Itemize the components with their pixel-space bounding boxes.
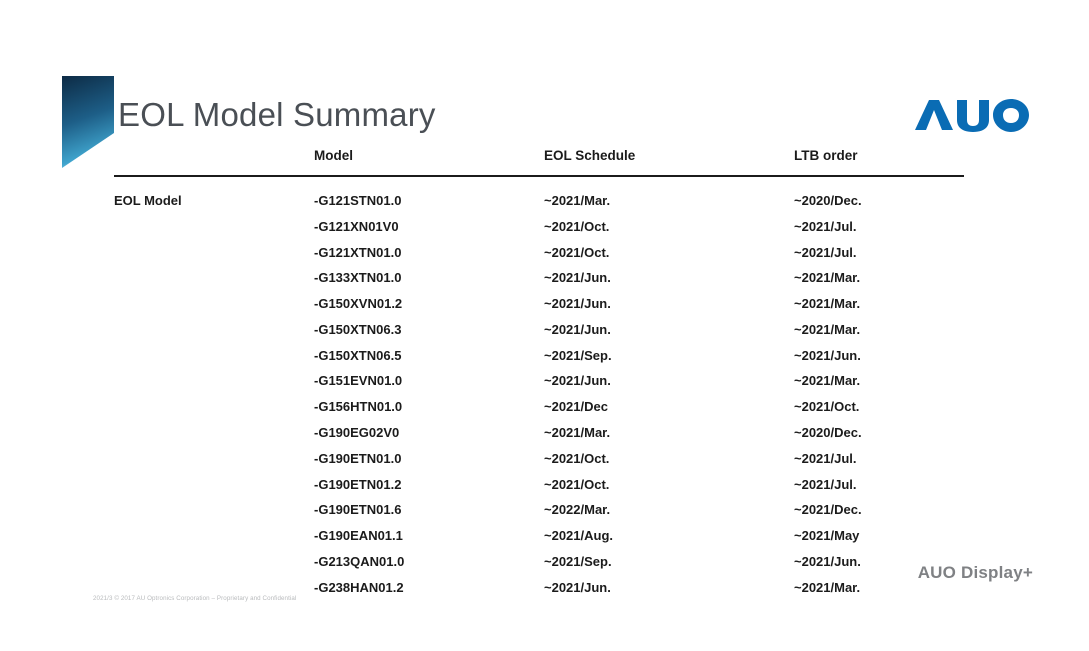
- cell-eol-schedule: ~2021/Sep.: [544, 347, 612, 363]
- column-header-group: [114, 148, 314, 176]
- cell-eol-schedule: ~2021/Oct.: [544, 476, 610, 492]
- cell-eol-schedule: ~2021/Jun.: [544, 373, 611, 389]
- cell-model: -G190EAN01.1: [314, 528, 403, 544]
- eol-table-container: [114, 148, 964, 600]
- cell-model: -G121STN01.0: [314, 193, 402, 208]
- cell-model: -G150XVN01.2: [314, 296, 403, 312]
- cell-ltb-order: ~2021/Jul.: [794, 450, 857, 466]
- column-header-ltb-order: LTB order: [794, 148, 858, 163]
- cell-model: -G190EG02V0: [314, 425, 400, 441]
- cell-model: -G150XTN06.3: [314, 321, 402, 337]
- cell-eol-schedule: ~2021/Mar.: [544, 193, 611, 208]
- group-label-cell: EOL Model: [114, 193, 182, 208]
- table-body: [114, 176, 964, 600]
- cell-eol-schedule: ~2021/Oct.: [544, 450, 610, 466]
- cell-model: -G151EVN01.0: [314, 373, 403, 389]
- cell-ltb-order: ~2021/Jun.: [794, 553, 861, 569]
- cell-ltb-order: ~2021/Mar.: [794, 321, 861, 337]
- cell-ltb-order: ~2021/May: [794, 528, 860, 544]
- cell-eol-schedule: ~2021/Dec: [544, 399, 608, 415]
- cell-model: -G121XN01V0: [314, 218, 399, 234]
- cell-ltb-order: ~2020/Dec.: [794, 425, 862, 441]
- footer-legal-text: [93, 595, 296, 602]
- cell-ltb-order: ~2020/Dec.: [794, 193, 862, 208]
- cell-model: -G156HTN01.0: [314, 399, 403, 415]
- table-header: [114, 148, 964, 176]
- cell-model: -G238HAN01.2: [314, 579, 404, 595]
- title-accent-shape: [62, 76, 114, 168]
- cell-ltb-order: ~2021/Jul.: [794, 218, 857, 234]
- cell-ltb-order: ~2021/Jun.: [794, 347, 861, 363]
- cell-eol-schedule: ~2021/Sep.: [544, 553, 612, 569]
- cell-model: -G190ETN01.6: [314, 502, 402, 518]
- cell-ltb-order: ~2021/Mar.: [794, 296, 861, 312]
- page-title: EOL Model Summary: [118, 96, 436, 133]
- footer-copyright: © 2017 AU Optronics Corporation – Proprietary and Confidential: [114, 595, 297, 602]
- cell-eol-schedule: ~2021/Jun.: [544, 270, 611, 286]
- cell-model: -G190ETN01.2: [314, 476, 402, 492]
- cell-eol-schedule: ~2021/Mar.: [544, 425, 611, 441]
- cell-ltb-order: ~2021/Mar.: [794, 373, 861, 389]
- eol-model-table: [114, 148, 964, 600]
- cell-ltb-order: ~2021/Jul.: [794, 244, 857, 260]
- cell-ltb-order: ~2021/Oct.: [794, 399, 860, 415]
- footer-page-number: 2021/3: [93, 595, 113, 602]
- cell-eol-schedule: ~2021/Oct.: [544, 218, 610, 234]
- cell-eol-schedule: ~2021/Aug.: [544, 528, 614, 544]
- cell-model: -G150XTN06.5: [314, 347, 402, 363]
- cell-model: -G190ETN01.0: [314, 450, 402, 466]
- cell-eol-schedule: ~2021/Jun.: [544, 321, 611, 337]
- column-header-model: Model: [314, 148, 353, 163]
- cell-eol-schedule: ~2021/Jun.: [544, 296, 611, 312]
- cell-model: -G133XTN01.0: [314, 270, 402, 286]
- auo-logo: [913, 96, 1033, 138]
- table-header-row: [114, 148, 964, 176]
- table-row: [114, 176, 964, 213]
- cell-ltb-order: ~2021/Dec.: [794, 502, 862, 518]
- footer-brand: AUO Display+: [917, 563, 1033, 582]
- cell-ltb-order: ~2021/Mar.: [794, 270, 861, 286]
- cell-eol-schedule: ~2021/Jun.: [544, 579, 611, 595]
- cell-eol-schedule: ~2021/Oct.: [544, 244, 610, 260]
- cell-ltb-order: ~2021/Jul.: [794, 476, 857, 492]
- cell-model: -G213QAN01.0: [314, 553, 405, 569]
- cell-model: -G121XTN01.0: [314, 244, 402, 260]
- cell-eol-schedule: ~2022/Mar.: [544, 502, 611, 518]
- column-header-eol-schedule: EOL Schedule: [544, 148, 636, 163]
- cell-ltb-order: ~2021/Mar.: [794, 579, 861, 595]
